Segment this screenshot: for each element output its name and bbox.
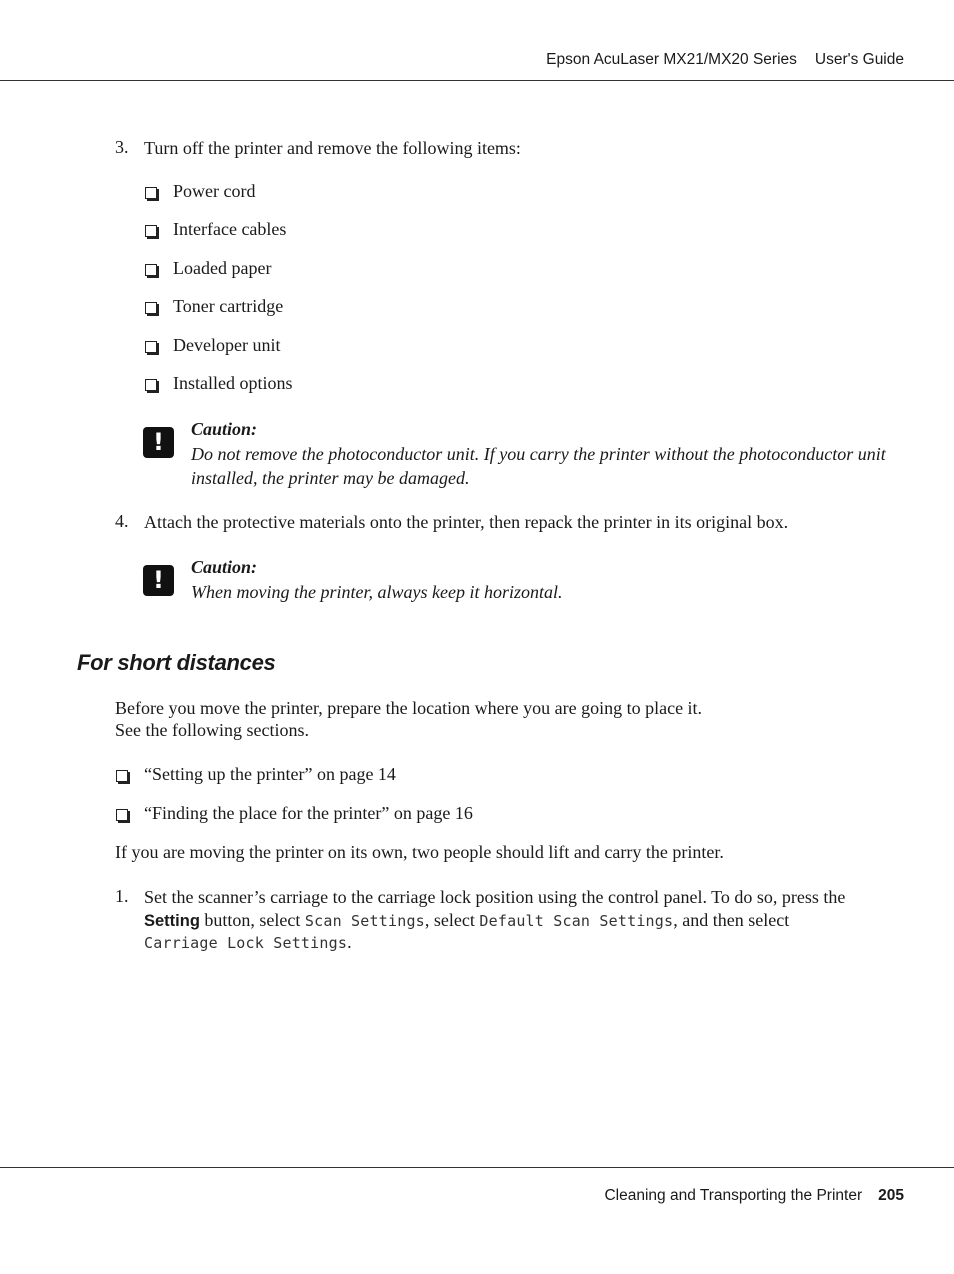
step-1-text-line-1: Set the scanner’s carriage to the carriage lock position using the control panel. To do so, press the xyxy=(144,887,846,907)
checkbox-bullet-icon xyxy=(145,302,157,314)
caution-icon: ! xyxy=(143,565,174,596)
step-3-number: 3. xyxy=(115,137,129,157)
caution-text: Do not remove the photoconductor unit. If you carry the printer without the photoconductor unit installed, the printer may be damaged. xyxy=(191,444,886,488)
running-header xyxy=(546,51,904,69)
step-1-text-line-3: Carriage Lock Settings. xyxy=(144,932,352,952)
list-item: Loaded paper xyxy=(173,258,272,278)
checkbox-bullet-icon xyxy=(145,379,157,391)
caution-title: Caution: xyxy=(191,557,258,577)
list-item: Power cord xyxy=(173,181,256,201)
header-doc-title: User's Guide xyxy=(814,51,904,68)
step-4-text: Attach the protective materials onto the printer, then repack the printer in its original box. xyxy=(144,512,789,532)
caution-title: Caution: xyxy=(191,419,258,439)
page-number: 205 xyxy=(878,1187,904,1204)
checkbox-bullet-icon xyxy=(116,809,128,821)
caution-text: When moving the printer, always keep it horizontal. xyxy=(191,582,563,602)
intro-paragraph-line-1: Before you move the printer, prepare the location where you are going to place it. xyxy=(115,698,703,718)
cross-reference-link[interactable]: “Finding the place for the printer” on page 16 xyxy=(144,803,473,823)
paragraph: If you are moving the printer on its own, two people should lift and carry the printer. xyxy=(115,842,724,862)
menu-item-default-scan-settings: Default Scan Settings xyxy=(479,912,674,930)
header-product: Epson AcuLaser MX21/MX20 Series xyxy=(546,51,797,68)
running-footer xyxy=(604,1187,904,1205)
menu-item-carriage-lock-settings: Carriage Lock Settings xyxy=(144,934,348,952)
checkbox-bullet-icon xyxy=(116,770,128,782)
step-1-text-line-2: Setting button, select Scan Settings, select Default Scan Settings, and then select xyxy=(144,910,790,930)
step-1-number: 1. xyxy=(115,886,129,906)
header-rule xyxy=(0,80,954,81)
step-4-number: 4. xyxy=(115,511,129,531)
checkbox-bullet-icon xyxy=(145,341,157,353)
cross-reference-link[interactable]: “Setting up the printer” on page 14 xyxy=(144,764,396,784)
setting-button-name: Setting xyxy=(144,912,200,930)
list-item: Installed options xyxy=(173,373,293,393)
checkbox-bullet-icon xyxy=(145,187,157,199)
list-item: Toner cartridge xyxy=(173,296,284,316)
intro-paragraph-line-2: See the following sections. xyxy=(115,720,309,740)
list-item: Interface cables xyxy=(173,219,287,239)
list-item: Developer unit xyxy=(173,335,281,355)
footer-chapter: Cleaning and Transporting the Printer xyxy=(604,1187,863,1204)
checkbox-bullet-icon xyxy=(145,225,157,237)
checkbox-bullet-icon xyxy=(145,264,157,276)
section-heading: For short distances xyxy=(77,650,276,675)
caution-icon: ! xyxy=(143,427,174,458)
footer-rule xyxy=(0,1167,954,1168)
step-3-text: Turn off the printer and remove the following items: xyxy=(144,138,521,158)
menu-item-scan-settings: Scan Settings xyxy=(304,912,425,930)
